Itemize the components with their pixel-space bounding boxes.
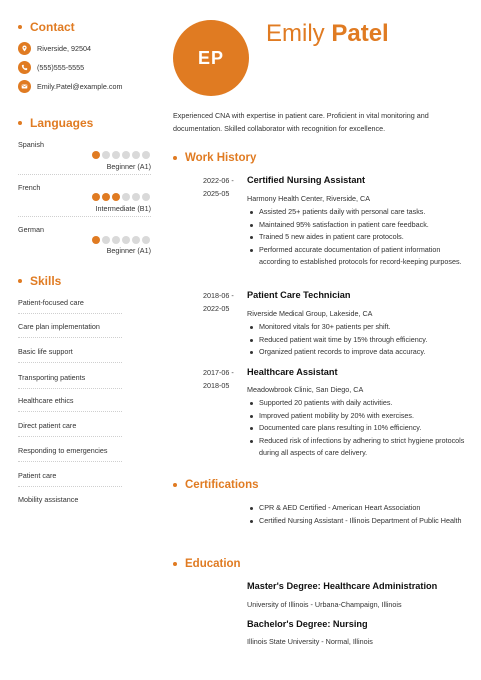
divider [18, 436, 122, 437]
contact-email-text: Emily.Patel@example.com [37, 82, 123, 91]
certifications-heading: Certifications [173, 479, 259, 491]
divider [18, 313, 122, 314]
heading-bullet [18, 121, 22, 125]
education-degree: Master's Degree: Healthcare Administration [247, 581, 438, 591]
skill-item: Responding to emergencies [18, 446, 108, 455]
certification-list [247, 502, 467, 527]
contact-location-text: Riverside, 92504 [37, 44, 91, 53]
candidate-name [266, 20, 389, 48]
education-degree: Bachelor's Degree: Nursing [247, 619, 368, 629]
education-school: Illinois State University - Normal, Illinois [247, 637, 373, 646]
job-company: Meadowbrook Clinic, San Diego, CA [247, 385, 364, 394]
sidebar [0, 0, 160, 680]
rating-dot-filled [92, 151, 100, 159]
skill-item: Healthcare ethics [18, 396, 74, 405]
contact-heading: Contact [18, 20, 75, 34]
heading-bullet [173, 483, 177, 487]
language-level: Beginner (A1) [106, 246, 151, 255]
rating-dot-filled [112, 193, 120, 201]
heading-bullet [18, 279, 22, 283]
skill-item: Direct patient care [18, 421, 77, 430]
rating-dot-empty [142, 193, 150, 201]
job-bullet: Reduced risk of infections by adhering to strict hygiene protocols during all aspects of care delivery. [247, 435, 467, 460]
contact-phone [18, 61, 84, 74]
heading-bullet [173, 562, 177, 566]
rating-dot-filled [92, 193, 100, 201]
divider [18, 388, 122, 389]
last-name: Patel [331, 20, 389, 47]
job-bullet: Reduced patient wait time by 15% through efficiency. [247, 334, 467, 347]
rating-dot-empty [122, 236, 130, 244]
avatar-initials: EP [197, 47, 224, 68]
skills-heading: Skills [18, 274, 61, 288]
avatar [173, 20, 249, 96]
job-bullet: Monitored vitals for 30+ patients per shift. [247, 321, 467, 334]
job-bullet: Performed accurate documentation of patient information according to established protocols for record-keeping purposes. [247, 244, 467, 269]
job-title: Certified Nursing Assistant [247, 175, 366, 185]
job-bullets [247, 397, 467, 460]
divider [18, 362, 122, 363]
divider [18, 486, 122, 487]
skill-item: Care plan implementation [18, 322, 100, 331]
education-school: University of Illinois - Urbana-Champaign, Illinois [247, 600, 402, 609]
job-dates: 2022-06 - 2025-05 [203, 176, 234, 198]
work-history-heading: Work History [173, 152, 256, 164]
rating-dot-empty [142, 236, 150, 244]
skill-item: Transporting patients [18, 373, 86, 382]
language-rating [92, 236, 150, 244]
rating-dot-filled [102, 193, 110, 201]
job-bullet: Improved patient mobility by 20% with exercises. [247, 410, 467, 423]
language-name: German [18, 225, 44, 234]
job-bullet: Documented care plans resulting in 10% efficiency. [247, 422, 467, 435]
professional-summary: Experienced CNA with expertise in patient care. Proficient in vital monitoring and documentation. Skilled collaborator with recognition for excellence. [173, 111, 429, 133]
rating-dot-filled [92, 236, 100, 244]
rating-dot-empty [122, 151, 130, 159]
job-bullet: Assisted 25+ patients daily with personal care tasks. [247, 206, 467, 219]
divider [18, 337, 122, 338]
rating-dot-empty [132, 151, 140, 159]
job-dates: 2018-06 - 2022-05 [203, 291, 234, 313]
rating-dot-empty [112, 151, 120, 159]
skill-item: Patient care [18, 471, 57, 480]
language-level: Beginner (A1) [106, 162, 151, 171]
job-bullets [247, 321, 467, 359]
job-company: Harmony Health Center, Riverside, CA [247, 194, 371, 203]
language-rating [92, 151, 150, 159]
phone-icon [18, 61, 31, 74]
rating-dot-empty [102, 236, 110, 244]
job-title: Patient Care Technician [247, 290, 351, 300]
languages-heading: Languages [18, 116, 93, 130]
certification-item: CPR & AED Certified - American Heart Association [247, 502, 467, 515]
education-heading: Education [173, 558, 241, 570]
divider [18, 411, 122, 412]
divider [18, 174, 151, 175]
rating-dot-empty [122, 193, 130, 201]
location-pin-icon [18, 42, 31, 55]
rating-dot-empty [132, 193, 140, 201]
contact-email[interactable] [18, 80, 122, 93]
job-title: Healthcare Assistant [247, 367, 338, 377]
contact-location [18, 42, 91, 55]
skill-item: Mobility assistance [18, 495, 79, 504]
heading-bullet [18, 25, 22, 29]
job-dates: 2017-06 - 2018-05 [203, 368, 234, 390]
job-bullet: Organized patient records to improve data accuracy. [247, 346, 467, 359]
rating-dot-empty [102, 151, 110, 159]
certification-item: Certified Nursing Assistant - Illinois Department of Public Health [247, 515, 467, 528]
heading-bullet [173, 156, 177, 160]
contact-phone-text: (555)555-5555 [37, 63, 85, 72]
language-level: Intermediate (B1) [95, 204, 151, 213]
language-rating [92, 193, 150, 201]
job-bullet: Maintained 95% satisfaction in patient care feedback. [247, 219, 467, 232]
divider [18, 461, 122, 462]
rating-dot-empty [132, 236, 140, 244]
language-name: French [18, 183, 41, 192]
job-company: Riverside Medical Group, Lakeside, CA [247, 309, 373, 318]
language-name: Spanish [18, 140, 44, 149]
skill-item: Basic life support [18, 347, 73, 356]
job-bullet: Trained 5 new aides in patient care protocols. [247, 231, 467, 244]
rating-dot-empty [112, 236, 120, 244]
job-bullet: Supported 20 patients with daily activities. [247, 397, 467, 410]
job-bullets [247, 206, 467, 269]
rating-dot-empty [142, 151, 150, 159]
first-name: Emily [266, 20, 325, 47]
divider [18, 216, 151, 217]
skill-item: Patient-focused care [18, 298, 84, 307]
mail-icon [18, 80, 31, 93]
